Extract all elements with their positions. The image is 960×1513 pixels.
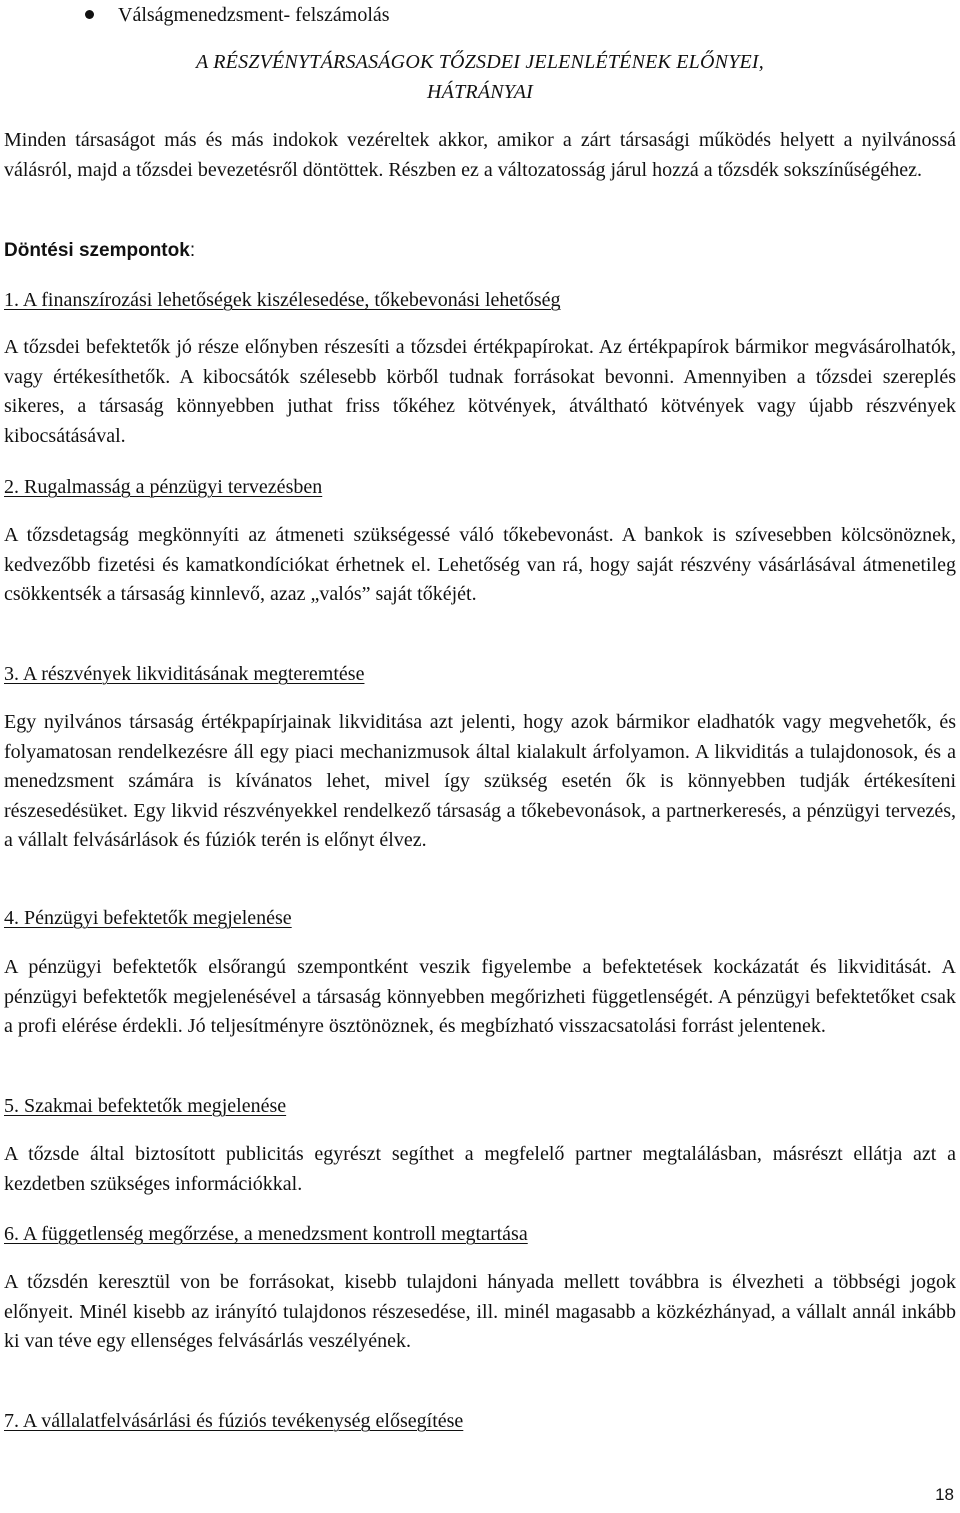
section-body-4: A pénzügyi befektetők elsőrangú szempontként veszik figyelembe a befektetések kockázatát és likviditását. A pénzügyi befektetők megjelenésével a társaság könnyebben megőrizheti függetlenségét. A pénzügyi befektetőket csak a profi elérése érdekli. Jó teljesítményre ösztönöznek, és megbízható visszacsatolási forrást jelentenek. [4, 956, 956, 1037]
intro-paragraph: Minden társaságot más és más indokok vezéreltek akkor, amikor a zárt társasági működés helyett a nyilvánossá válásról, majd a tőzsdei bevezetésről döntöttek. Részben ez a változatosság járul hozzá a tőzsdék sokszínűségéhez. [4, 129, 956, 181]
section-heading-2: 2. Rugalmasság a pénzügyi tervezésben [4, 476, 323, 498]
section-body-5: A tőzsde által biztosított publicitás egyrészt segíthet a megfelelő partner megtalálásban, másrészt ellátja azt a kezdetben szükséges információkkal. [4, 1143, 956, 1195]
page-number: 18 [935, 1485, 954, 1504]
section-heading-3: 3. A részvények likviditásának megteremtése [4, 663, 365, 685]
section-heading-1: 1. A finanszírozási lehetőségek kiszélesedése, tőkebevonási lehetőség [4, 289, 561, 311]
document-title-line-2: HÁTRÁNYAI [427, 81, 533, 103]
subheading-colon: : [189, 240, 196, 261]
bullet-dot-icon [85, 10, 94, 19]
section-body-1: A tőzsdei befektetők jó része előnyben részesíti a tőzsdei értékpapírokat. Az értékpapírok bármikor megvásárolhatók, vagy értékesíthetők. A kibocsátók szélesebb körből tudnak forrásokat bevonni. Amennyiben a tőzsdei szereplés sikeres, a társaság könnyebben juthat friss tőkéhez kötvények, átváltható kötvények vagy újabb részvények kibocsátásával. [4, 336, 956, 447]
section-heading-7: 7. A vállalatfelvásárlási és fúziós tevékenység elősegítése [4, 1410, 464, 1432]
bullet-item [0, 0, 960, 30]
decision-criteria-subheading [4, 236, 195, 266]
section-body-2: A tőzsdetagság megkönnyíti az átmeneti szükségessé váló tőkebevonást. A bankok is szívesebben kölcsönöznek, kedvezőbb fizetési és kamatkondíciókat érhetnek el. Lehetőség van rá, hogy saját részvény vásárlásával átmenetileg csökkentsék a társaság kinnlevő, azaz „valós” saját tőkéjét. [4, 524, 956, 605]
section-body-3: Egy nyilvános társaság értékpapírjainak likviditása azt jelenti, hogy azok bármikor eladhatók vagy megvehetők, és folyamatosan rendelkezésre áll egy piaci mechanizmusok által kialakult árfolyamon. A likviditás a tulajdonosok, és a menedzsment számára is kívánatos lehet, mivel így szükség esetén ők is könnyebben tudják értékesíteni részesedésüket. Egy likvid részvényekkel rendelkező társaság a tőkebevonások, a partnerkeresés, a pénzügyi tervezés, a vállalt felvásárlások és fúziók terén is előnyt élvez. [4, 711, 956, 851]
document-title [0, 47, 960, 107]
section-heading-5: 5. Szakmai befektetők megjelenése [4, 1095, 287, 1117]
section-heading-4: 4. Pénzügyi befektetők megjelenése [4, 907, 292, 929]
section-heading-6: 6. A függetlenség megőrzése, a menedzsment kontroll megtartása [4, 1223, 528, 1245]
section-body-6: A tőzsdén keresztül von be forrásokat, kisebb tulajdoni hányada mellett továbbra is élvezheti a többségi jogok előnyeit. Minél kisebb az irányító tulajdonos részesedése, ill. minél magasabb a közkézhányad, a vállalt annál inkább ki van téve egy ellenséges felvásárlás veszélyének. [4, 1271, 956, 1352]
subheading-text: Döntési szempontok [4, 240, 190, 261]
bullet-item-text: Válságmenedzsment- felszámolás [118, 4, 390, 26]
document-title-line-1: A RÉSZVÉNYTÁRSASÁGOK TŐZSDEI JELENLÉTÉNEK ELŐNYEI, [195, 51, 764, 73]
